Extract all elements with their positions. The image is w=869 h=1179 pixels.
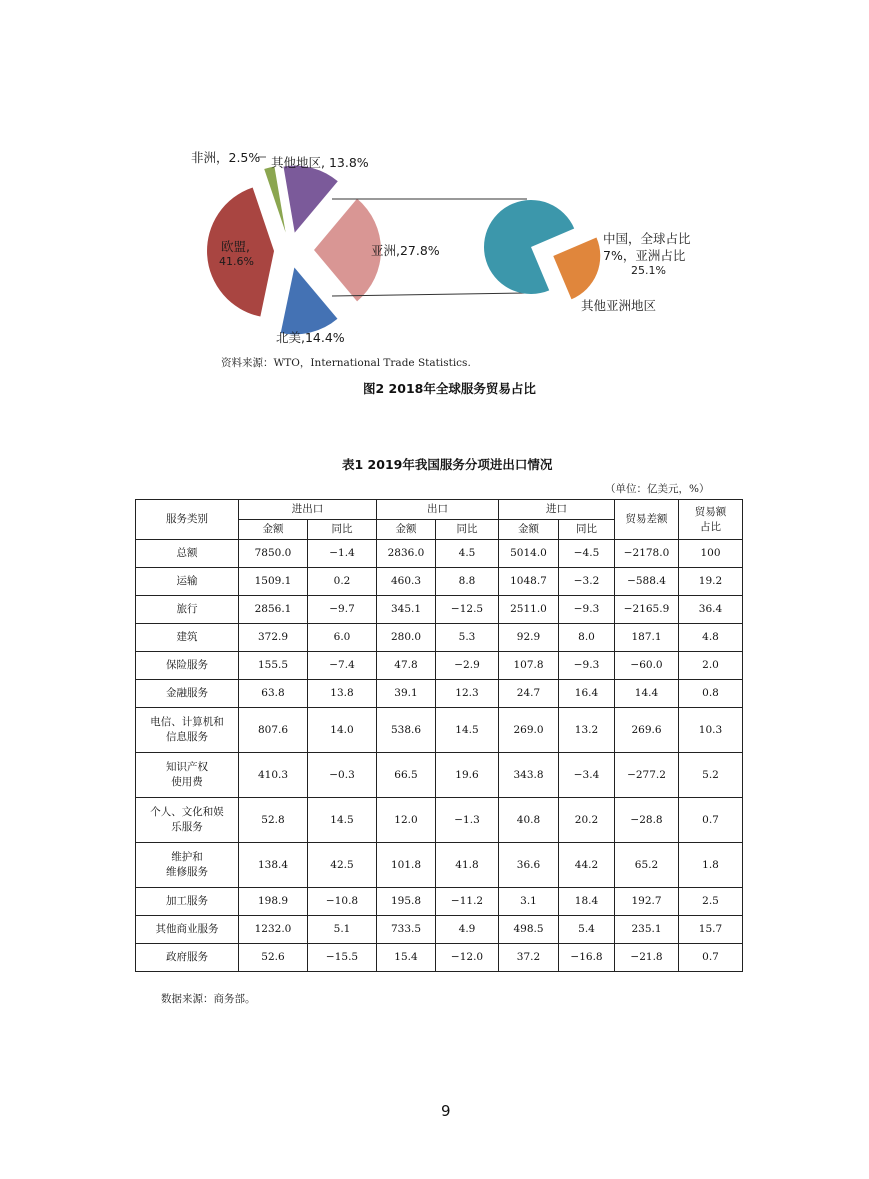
table-cell: 16.4 (559, 680, 615, 708)
page-number: 9 (441, 1102, 451, 1120)
table-unit: （单位：亿美元，%） (605, 483, 710, 495)
table-cell: 13.8 (308, 680, 377, 708)
table-cell: 195.8 (377, 888, 436, 916)
sub-pie-label-china-3: 25.1% (631, 264, 666, 277)
table-cell: 187.1 (615, 624, 679, 652)
table-cell: 10.3 (679, 708, 743, 753)
table-cell: 3.1 (499, 888, 559, 916)
row-category-line: 维护和 (171, 851, 203, 863)
header-import-export: 进出口 (239, 500, 377, 520)
pie-label-africa: 非洲，2.5% (191, 150, 261, 165)
table-source: 数据来源：商务部。 (161, 993, 256, 1005)
sub-pie-slice-other-asia (484, 200, 574, 294)
table-cell: −12.5 (436, 596, 499, 624)
table-cell: −0.3 (308, 753, 377, 798)
table-cell: 18.4 (559, 888, 615, 916)
row-category-line: 知识产权 (166, 761, 208, 773)
table-cell: −60.0 (615, 652, 679, 680)
table-cell: 15.4 (377, 944, 436, 972)
table-cell: 538.6 (377, 708, 436, 753)
table-row (136, 798, 743, 843)
row-category (136, 540, 239, 568)
table-cell: −9.3 (559, 652, 615, 680)
header-share (679, 500, 743, 540)
table-cell: −11.2 (436, 888, 499, 916)
table-cell: 155.5 (239, 652, 308, 680)
header-import: 进口 (499, 500, 615, 520)
header-amount: 金额 (377, 520, 436, 540)
table-cell: 14.0 (308, 708, 377, 753)
table-cell: −3.2 (559, 568, 615, 596)
table-cell: −28.8 (615, 798, 679, 843)
table-cell: −15.5 (308, 944, 377, 972)
table-cell: 37.2 (499, 944, 559, 972)
pie-slice-africa (264, 166, 285, 232)
table-cell: 14.5 (308, 798, 377, 843)
row-category (136, 680, 239, 708)
table-cell: 7850.0 (239, 540, 308, 568)
pie-label-eu-value: 41.6% (219, 255, 254, 268)
row-category-line: 金融服务 (166, 687, 208, 699)
table-cell: 44.2 (559, 843, 615, 888)
table-cell: 40.8 (499, 798, 559, 843)
table-cell: 14.5 (436, 708, 499, 753)
table-cell: 2836.0 (377, 540, 436, 568)
table-cell: 4.5 (436, 540, 499, 568)
table-cell: 4.8 (679, 624, 743, 652)
table-cell: 269.6 (615, 708, 679, 753)
table-cell: 460.3 (377, 568, 436, 596)
header-category: 服务类别 (136, 500, 239, 540)
table-cell: 410.3 (239, 753, 308, 798)
header-balance: 贸易差额 (615, 500, 679, 540)
row-category-line: 信息服务 (166, 731, 208, 743)
table-cell: −1.4 (308, 540, 377, 568)
row-category-line: 政府服务 (166, 951, 208, 963)
header-yoy: 同比 (308, 520, 377, 540)
row-category (136, 708, 239, 753)
table-row (136, 888, 743, 916)
table-cell: 8.8 (436, 568, 499, 596)
table-cell: 372.9 (239, 624, 308, 652)
table-cell: 107.8 (499, 652, 559, 680)
table-cell: 138.4 (239, 843, 308, 888)
header-share-line1: 贸易额 (694, 505, 727, 518)
header-amount: 金额 (239, 520, 308, 540)
table-cell: −9.3 (559, 596, 615, 624)
table-cell: 14.4 (615, 680, 679, 708)
table-cell: 20.2 (559, 798, 615, 843)
table-cell: 15.7 (679, 916, 743, 944)
table-cell: 1048.7 (499, 568, 559, 596)
row-category-line: 加工服务 (166, 895, 208, 907)
table-cell: 0.8 (679, 680, 743, 708)
table-row (136, 753, 743, 798)
table-cell: 5.2 (679, 753, 743, 798)
table-cell: −12.0 (436, 944, 499, 972)
chart-source: 资料来源：WTO，International Trade Statistics. (221, 357, 471, 369)
header-export: 出口 (377, 500, 499, 520)
table-row (136, 540, 743, 568)
table-cell: 2.5 (679, 888, 743, 916)
pie-slice-other-regions (284, 166, 338, 233)
table-cell: 4.9 (436, 916, 499, 944)
table-cell: 280.0 (377, 624, 436, 652)
table-cell: −21.8 (615, 944, 679, 972)
table-cell: 36.4 (679, 596, 743, 624)
row-category-line: 维修服务 (166, 866, 208, 878)
row-category (136, 753, 239, 798)
table-cell: −588.4 (615, 568, 679, 596)
row-category-line: 建筑 (176, 631, 198, 643)
table-cell: 0.2 (308, 568, 377, 596)
pie-slice-north-america (281, 267, 338, 334)
table-cell: 6.0 (308, 624, 377, 652)
row-category (136, 888, 239, 916)
table-cell: 5.1 (308, 916, 377, 944)
table-row (136, 680, 743, 708)
table-cell: 2511.0 (499, 596, 559, 624)
table-cell: 92.9 (499, 624, 559, 652)
table-cell: 0.7 (679, 798, 743, 843)
header-yoy: 同比 (559, 520, 615, 540)
table-cell: 12.0 (377, 798, 436, 843)
row-category-line: 运输 (176, 575, 198, 587)
row-category-line: 个人、文化和娱 (150, 806, 224, 818)
sub-pie-slice-china (553, 237, 600, 299)
table-row (136, 843, 743, 888)
row-category-line: 保险服务 (166, 659, 208, 671)
table-title: 表1 2019年我国服务分项进出口情况 (342, 457, 553, 472)
table-row (136, 944, 743, 972)
table-cell: −277.2 (615, 753, 679, 798)
row-category-line: 乐服务 (171, 821, 203, 833)
table-cell: 19.2 (679, 568, 743, 596)
table-cell: 345.1 (377, 596, 436, 624)
row-category (136, 798, 239, 843)
table-cell: 52.8 (239, 798, 308, 843)
table-cell: −1.3 (436, 798, 499, 843)
table-cell: 8.0 (559, 624, 615, 652)
table-cell: −9.7 (308, 596, 377, 624)
table-cell: 0.7 (679, 944, 743, 972)
row-category (136, 843, 239, 888)
table-cell: −3.4 (559, 753, 615, 798)
table-cell: −16.8 (559, 944, 615, 972)
row-category-line: 其他商业服务 (155, 923, 219, 935)
table-cell: 63.8 (239, 680, 308, 708)
table-row (136, 708, 743, 753)
table-cell: 12.3 (436, 680, 499, 708)
pie-chart (0, 0, 869, 400)
header-yoy: 同比 (436, 520, 499, 540)
table-cell: 2.0 (679, 652, 743, 680)
pie-label-eu-name: 欧盟, (221, 239, 250, 254)
table-row (136, 568, 743, 596)
table-cell: 13.2 (559, 708, 615, 753)
table-cell: 235.1 (615, 916, 679, 944)
table-cell: 5.3 (436, 624, 499, 652)
row-category-line: 总额 (176, 547, 198, 559)
table-cell: −10.8 (308, 888, 377, 916)
row-category-line: 旅行 (176, 603, 198, 615)
table-cell: 52.6 (239, 944, 308, 972)
table-cell: −2.9 (436, 652, 499, 680)
sub-pie-label-other-asia: 其他亚洲地区 (581, 298, 657, 313)
table-cell: 1509.1 (239, 568, 308, 596)
table-cell: 733.5 (377, 916, 436, 944)
table-cell: −2165.9 (615, 596, 679, 624)
row-category-line: 电信、计算机和 (150, 716, 224, 728)
table-cell: 19.6 (436, 753, 499, 798)
table-cell: 47.8 (377, 652, 436, 680)
table-cell: 192.7 (615, 888, 679, 916)
header-amount: 金额 (499, 520, 559, 540)
table-cell: 5014.0 (499, 540, 559, 568)
pie-label-north-america: 北美,14.4% (276, 330, 345, 345)
pie-label-asia: 亚洲,27.8% (371, 243, 440, 258)
table-cell: 66.5 (377, 753, 436, 798)
header-share-line2: 占比 (700, 520, 721, 533)
row-category-line: 使用费 (171, 776, 203, 788)
row-category (136, 624, 239, 652)
table-row (136, 596, 743, 624)
table-cell: 5.4 (559, 916, 615, 944)
table-cell: 24.7 (499, 680, 559, 708)
table-cell: 100 (679, 540, 743, 568)
table-cell: 198.9 (239, 888, 308, 916)
table-cell: −4.5 (559, 540, 615, 568)
table-cell: 39.1 (377, 680, 436, 708)
figure-caption: 图2 2018年全球服务贸易占比 (363, 381, 536, 396)
table-cell: 1.8 (679, 843, 743, 888)
pie-label-other-regions: 其他地区, 13.8% (271, 155, 369, 170)
table-cell: −7.4 (308, 652, 377, 680)
table-cell: −2178.0 (615, 540, 679, 568)
table-cell: 41.8 (436, 843, 499, 888)
table-cell: 65.2 (615, 843, 679, 888)
table-row (136, 624, 743, 652)
sub-pie-label-china-1: 中国，全球占比 (603, 231, 691, 246)
trade-table (135, 499, 743, 972)
table-cell: 101.8 (377, 843, 436, 888)
row-category (136, 916, 239, 944)
table-cell: 1232.0 (239, 916, 308, 944)
table-cell: 343.8 (499, 753, 559, 798)
table-row (136, 916, 743, 944)
sub-pie-label-china-2: 7%，亚洲占比 (603, 248, 686, 263)
table-cell: 807.6 (239, 708, 308, 753)
table-cell: 498.5 (499, 916, 559, 944)
table-cell: 36.6 (499, 843, 559, 888)
table-cell: 2856.1 (239, 596, 308, 624)
row-category (136, 652, 239, 680)
table-cell: 269.0 (499, 708, 559, 753)
table-cell: 42.5 (308, 843, 377, 888)
row-category (136, 596, 239, 624)
row-category (136, 944, 239, 972)
row-category (136, 568, 239, 596)
table-row (136, 652, 743, 680)
